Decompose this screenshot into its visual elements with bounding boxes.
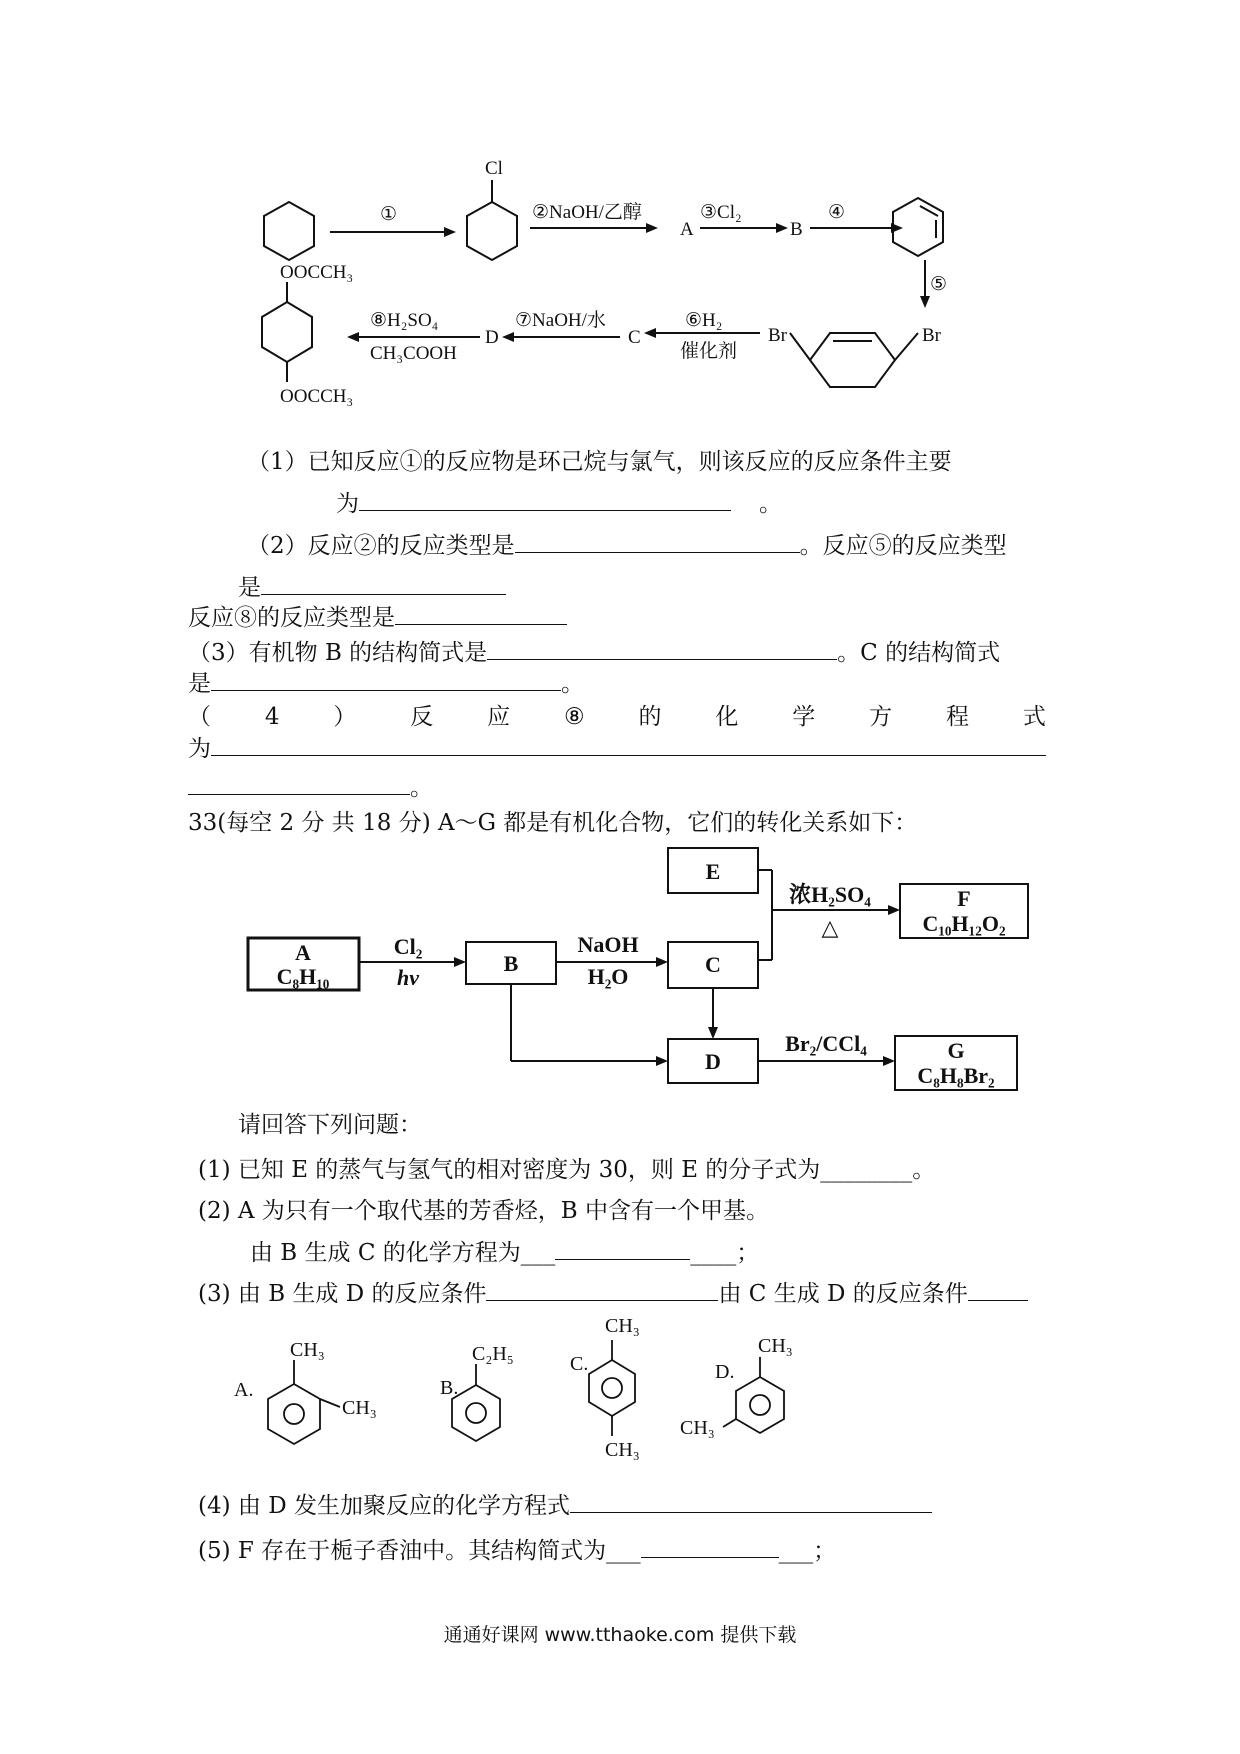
question-4-line-1 — [188, 702, 1046, 732]
question-4-line-2 — [188, 733, 1046, 764]
option-b-ring — [452, 1385, 500, 1441]
question-33-part-4-text: (4) 由 D 发生加聚反应的化学方程式 — [198, 1493, 570, 1519]
step-2-label: ②NaOH/乙醇 — [532, 202, 642, 223]
q4-char: ⑧ — [564, 704, 585, 730]
answer-blank-10[interactable] — [486, 1278, 718, 1301]
question-4-suffix: 。 — [410, 775, 433, 801]
node-a-label: A — [295, 940, 311, 965]
question-2-line-3 — [188, 602, 567, 633]
step-6-reagent: ⑥H₂ — [685, 310, 723, 331]
question-2-text-d: 反应⑧的反应类型是 — [188, 605, 395, 631]
question-3-prefix: 是 — [188, 671, 211, 697]
question-1-line-2 — [336, 488, 782, 519]
q4-char: 的 — [638, 704, 662, 730]
option-d-ring — [736, 1377, 784, 1433]
option-b-label: B. — [440, 1377, 459, 1399]
q4-char: 学 — [792, 704, 816, 730]
question-1-line-1: （1）已知反应①的反应物是环己烷与氯气，则该反应的反应条件主要 — [247, 449, 952, 475]
node-a-formula: C₈H₁₀ — [276, 964, 330, 989]
step-7-label: ⑦NaOH/水 — [515, 310, 606, 331]
question-2-text-c: 是 — [238, 575, 261, 601]
option-a-ring — [268, 1384, 320, 1444]
reagent-hv: hν — [397, 965, 419, 990]
reagent-conc-h2so4: 浓H₂SO₄ — [789, 882, 871, 907]
answer-blank-5[interactable] — [487, 637, 837, 660]
answer-blank-2[interactable] — [515, 530, 800, 553]
node-e-label: E — [705, 859, 721, 884]
node-f-formula: C₁₀H₁₂O₂ — [922, 911, 1006, 936]
answer-blank-6[interactable] — [211, 668, 561, 691]
node-d-label: D — [705, 1049, 721, 1074]
question-33-prompt: 请回答下列问题： — [238, 1112, 422, 1138]
question-33-part-2b — [250, 1237, 759, 1268]
node-g-formula: C₈H₈Br₂ — [917, 1063, 995, 1088]
option-c-ch3-top: CH₃ — [605, 1315, 640, 1337]
question-2-text-a: （2）反应②的反应类型是 — [247, 533, 515, 559]
question-3-text-a: （3）有机物 B 的结构简式是 — [188, 640, 488, 666]
q4-char: ） — [333, 704, 357, 730]
question-3-suffix: 。 — [561, 671, 584, 697]
cyclohexane-diester-ring — [262, 302, 312, 362]
question-33-part-1: (1) 已知 E 的蒸气与氢气的相对密度为 30，则 E 的分子式为________。 — [198, 1157, 936, 1183]
question-33-part-2b-text: 由 B 生成 C 的化学方程为___ — [250, 1240, 556, 1266]
answer-blank-11[interactable] — [968, 1278, 1028, 1301]
compound-a-label: A — [680, 219, 694, 240]
q4-char: 式 — [1022, 704, 1046, 730]
q4-char: 方 — [869, 704, 893, 730]
step-5-label: ⑤ — [930, 274, 948, 295]
step-3-label: ③Cl₂ — [700, 202, 742, 223]
question-33-part-5-end: ___； — [778, 1538, 837, 1564]
page-footer: 通通好课网 www.tthaoke.com 提供下载 — [443, 1624, 797, 1646]
answer-blank-9[interactable] — [555, 1237, 690, 1260]
option-d-ch3-side: CH₃ — [680, 1417, 715, 1439]
question-4-line-3 — [188, 772, 433, 803]
bromine-right-label: Br — [922, 325, 941, 346]
question-33-part-2b-end: ____； — [690, 1240, 760, 1266]
step-6-catalyst: 催化剂 — [680, 341, 738, 362]
reagent-cl2: Cl₂ — [393, 934, 423, 959]
option-b-ethyl: C₂H₅ — [472, 1343, 514, 1365]
option-a-ch3-side: CH₃ — [342, 1397, 377, 1419]
question-33-part-3 — [198, 1278, 1028, 1309]
option-structures — [220, 1312, 900, 1492]
step-8-reagent: ⑧H₂SO₄ — [370, 310, 439, 331]
answer-blank-13[interactable] — [641, 1535, 779, 1558]
node-c-label: C — [705, 952, 721, 977]
step-1-label: ① — [380, 204, 398, 225]
option-d-label: D. — [715, 1361, 735, 1383]
reagent-br2-ccl4: Br₂/CCl₄ — [785, 1031, 867, 1056]
q4-char: 应 — [487, 704, 511, 730]
step-4-label: ④ — [828, 202, 846, 223]
question-3-line-1 — [188, 637, 1000, 668]
conversion-diagram — [240, 838, 1040, 1098]
question-33-part-5 — [198, 1535, 836, 1566]
ester-top-label: OOCCH₃ — [280, 262, 354, 283]
option-c-ring — [589, 1360, 635, 1416]
question-33-part-3a: (3) 由 B 生成 D 的反应条件 — [198, 1281, 487, 1307]
question-33-part-2a: (2) A 为只有一个取代基的芳香烃，B 中含有一个甲基。 — [198, 1198, 770, 1224]
reagent-naoh: NaOH — [577, 932, 639, 957]
option-c-ch3-bottom: CH₃ — [605, 1439, 640, 1461]
compound-d-label: D — [485, 327, 499, 348]
question-1-prefix: 为 — [336, 491, 359, 517]
cyclohexane-ring — [264, 202, 314, 260]
answer-blank-3[interactable] — [261, 572, 506, 595]
question-2-text-b: 。反应⑤的反应类型 — [799, 533, 1007, 559]
answer-blank-7[interactable] — [211, 733, 1046, 756]
answer-blank-12[interactable] — [570, 1490, 932, 1513]
answer-blank-4[interactable] — [395, 602, 567, 625]
node-f-label: F — [957, 886, 971, 911]
question-3-text-b: 。C 的结构简式 — [837, 640, 1001, 666]
q4-char: 化 — [715, 704, 739, 730]
compound-b-label: B — [790, 219, 803, 240]
reaction-scheme-1 — [230, 150, 1070, 440]
question-2-line-2 — [238, 572, 506, 603]
question-1-suffix: 。 — [759, 491, 782, 517]
question-33-part-3b: 由 C 生成 D 的反应条件 — [718, 1281, 968, 1307]
question-33-part-4 — [198, 1490, 932, 1521]
question-3-line-2 — [188, 668, 584, 699]
answer-blank-1[interactable] — [359, 488, 731, 511]
q4-char: 程 — [946, 704, 970, 730]
option-a-label: A. — [234, 1379, 254, 1401]
ester-bottom-label: OOCCH₃ — [280, 386, 354, 407]
question-33-header: 33(每空 2 分 共 18 分) A～G 都是有机化合物，它们的转化关系如下： — [188, 810, 918, 836]
bromine-left-label: Br — [768, 325, 787, 346]
answer-blank-8[interactable] — [188, 772, 410, 795]
compound-c-label: C — [628, 327, 641, 348]
question-2-line-1 — [247, 530, 1007, 561]
step-8-solvent: CH₃COOH — [370, 343, 457, 364]
chlorocyclohexane-ring — [467, 202, 517, 260]
option-d-ch3-top: CH₃ — [758, 1335, 793, 1357]
reagent-heat: △ — [821, 915, 839, 940]
q4-char: 反 — [410, 704, 434, 730]
option-a-ch3-top: CH₃ — [290, 1339, 325, 1361]
q4-char: 4 — [264, 704, 280, 730]
reagent-h2o: H₂O — [587, 964, 629, 989]
node-g-label: G — [947, 1038, 965, 1063]
q4-char: （ — [188, 704, 211, 730]
question-33-part-5-text: (5) F 存在于栀子香油中。其结构简式为___ — [198, 1538, 641, 1564]
chlorine-label: Cl — [485, 158, 503, 179]
node-b-label: B — [503, 951, 519, 976]
question-4-prefix: 为 — [188, 736, 211, 762]
option-c-label: C. — [570, 1353, 589, 1375]
